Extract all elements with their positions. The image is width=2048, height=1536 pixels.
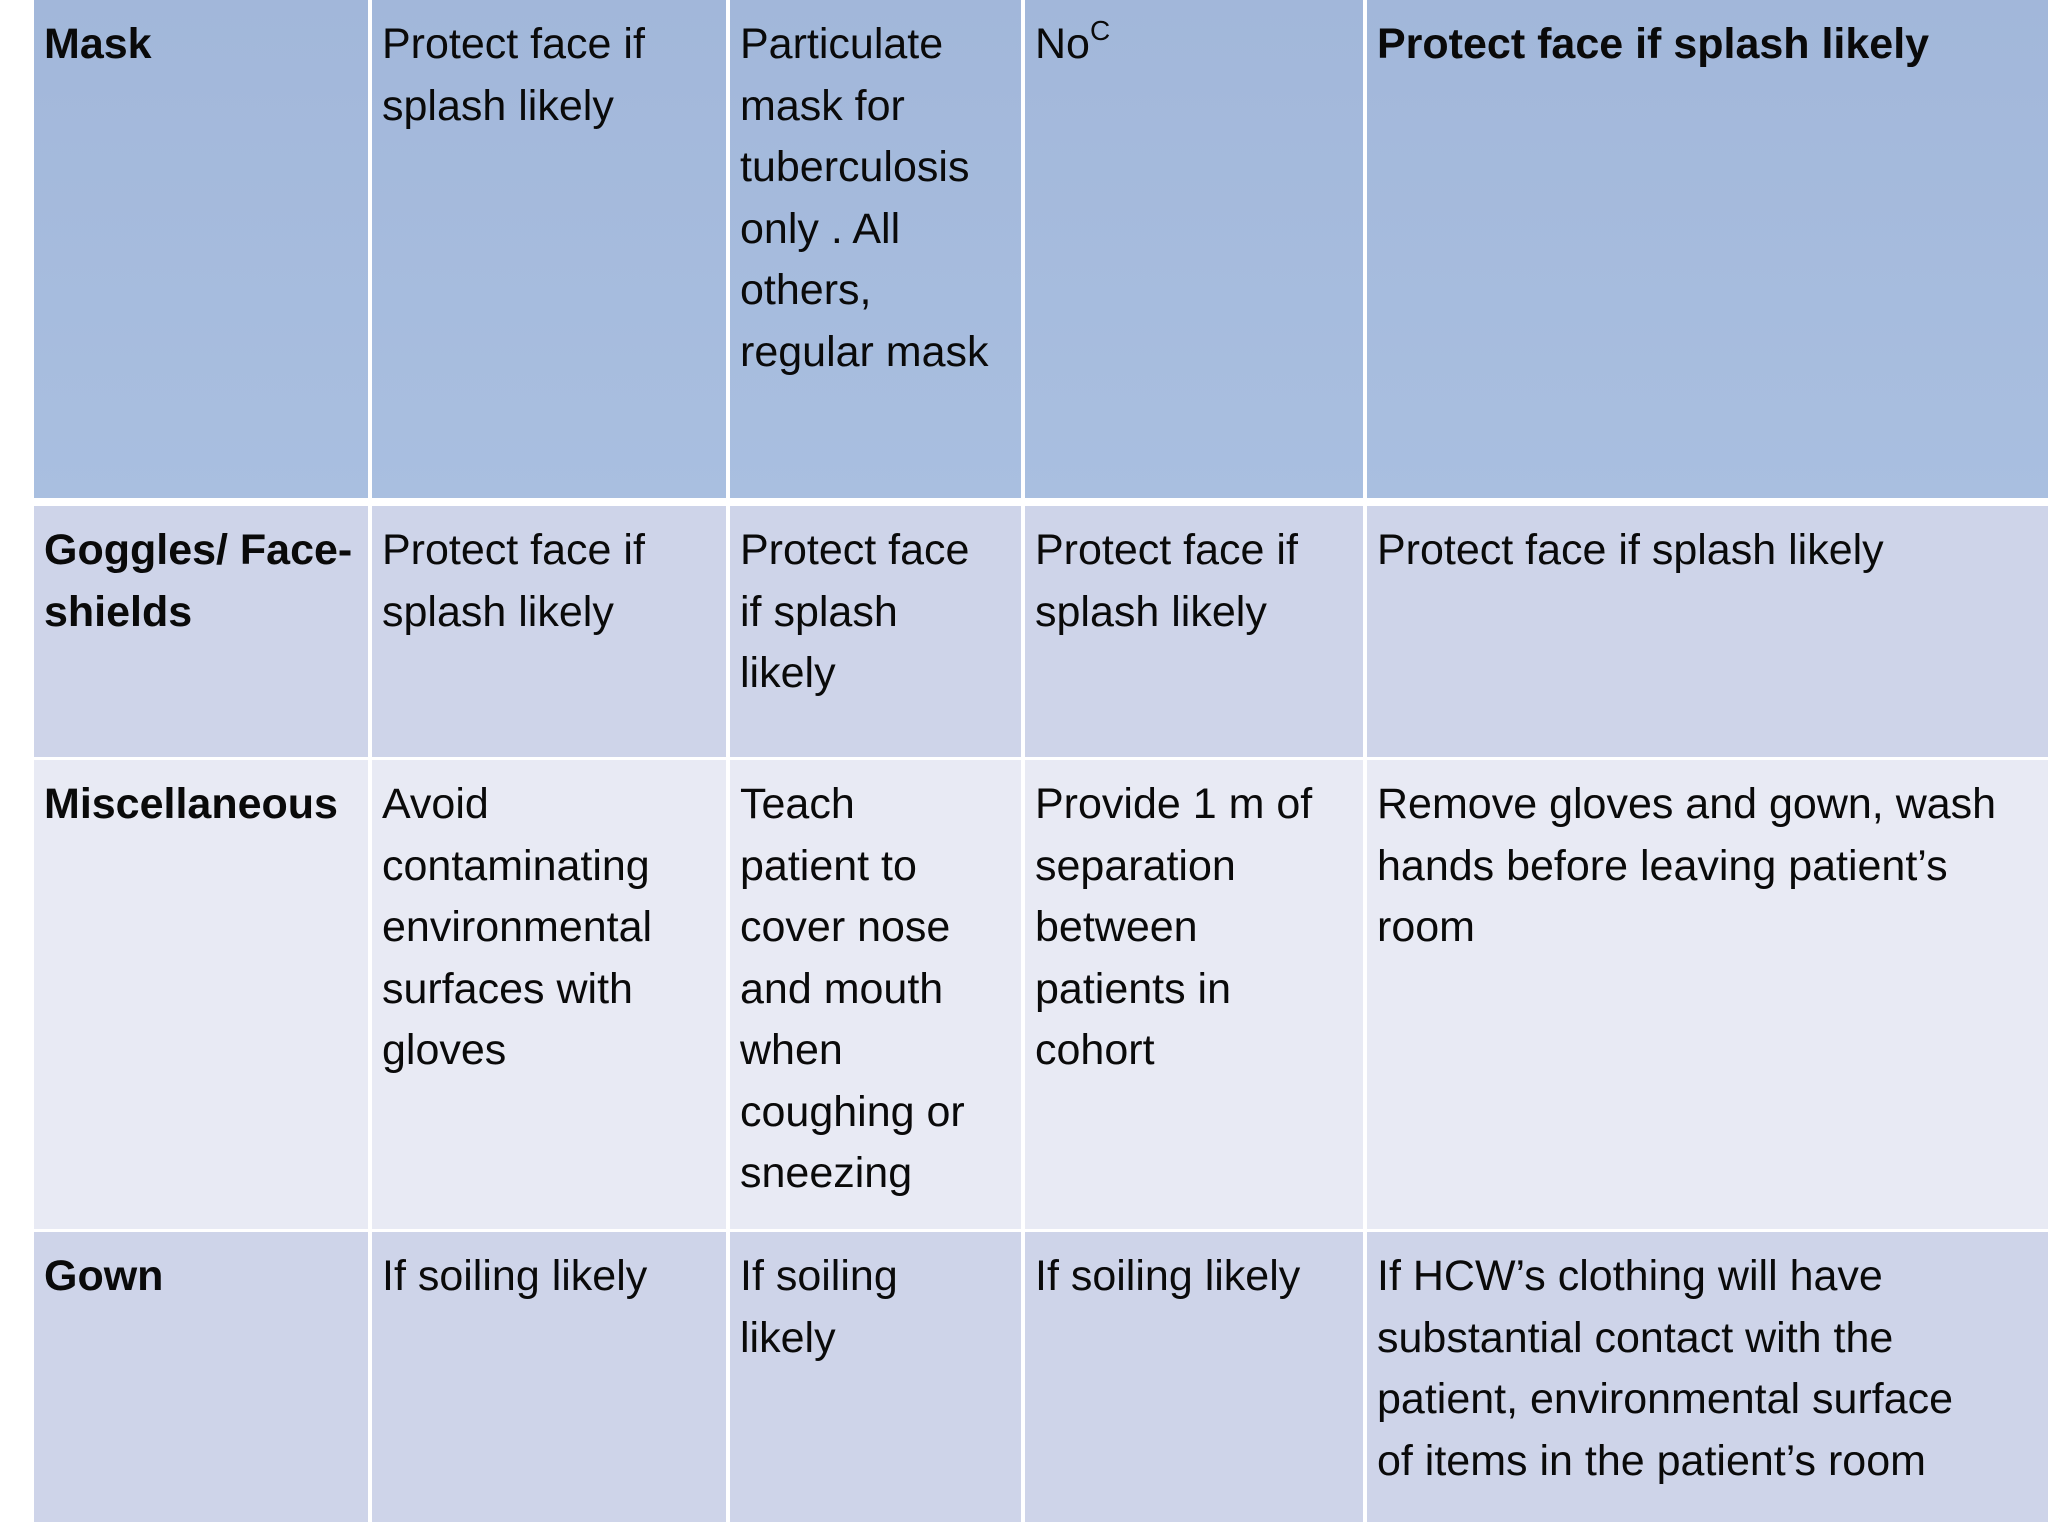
- row-header-goggles: Goggles/ Face- shields: [34, 506, 368, 760]
- table-cell: Protect face if splash likely: [1367, 0, 2048, 506]
- table-cell: Protect face if splash likely: [1025, 506, 1363, 760]
- table-cell: Particulate mask for tuberculosis only . All others, regular mask: [730, 0, 1021, 506]
- precautions-table: [34, 0, 2048, 1522]
- table-cell: If soiling likely: [1025, 1232, 1363, 1522]
- table-cell: If HCW’s clothing will have substantial contact with the patient, environmental surface of items in the patient’s room: [1367, 1232, 2048, 1522]
- cell-text: No: [1035, 20, 1090, 68]
- table-cell: Protect face if splash likely: [730, 506, 1021, 760]
- table-cell: Provide 1 m of separation between patients in cohort: [1025, 760, 1363, 1232]
- table-cell-no-c: [1025, 0, 1363, 506]
- table-cell: Remove gloves and gown, wash hands before leaving patient’s room: [1367, 760, 2048, 1232]
- superscript-note: C: [1089, 15, 1111, 46]
- table-cell: Avoid contaminating environmental surfaces with gloves: [372, 760, 726, 1232]
- table-cell: Protect face if splash likely: [372, 0, 726, 506]
- row-header-gown: Gown: [34, 1232, 368, 1522]
- table-cell: Protect face if splash likely: [1367, 506, 2048, 760]
- row-header-mask: Mask: [34, 0, 368, 506]
- table-cell: Protect face if splash likely: [372, 506, 726, 760]
- table-cell: Teach patient to cover nose and mouth when coughing or sneezing: [730, 760, 1021, 1232]
- table-cell: If soiling likely: [730, 1232, 1021, 1522]
- table-cell: If soiling likely: [372, 1232, 726, 1522]
- row-header-miscellaneous: Miscellaneous: [34, 760, 368, 1232]
